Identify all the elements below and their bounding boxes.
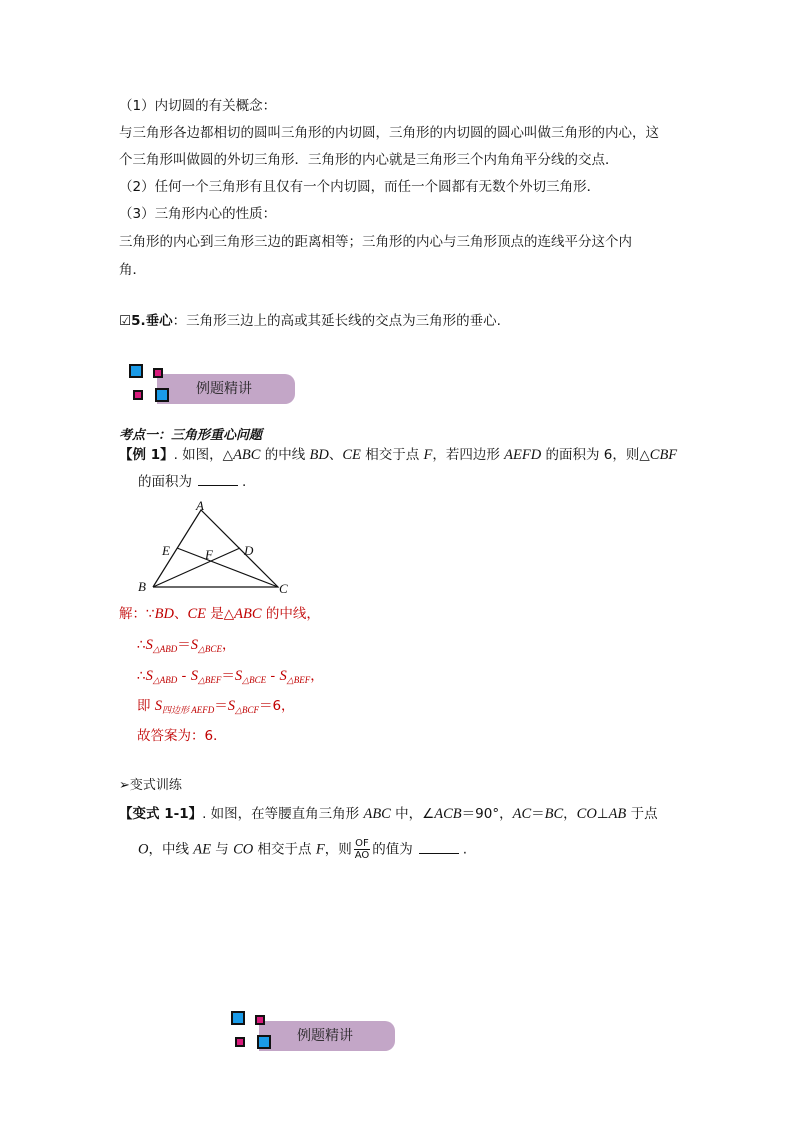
variant-text: 相交于点 <box>253 841 316 858</box>
example1-math: BD <box>309 447 329 463</box>
solution-subscript: △ABD <box>152 644 178 654</box>
solution-text: ， <box>310 668 324 684</box>
checkbox-icon: ☑ <box>119 313 132 329</box>
logo-square-icon <box>133 390 143 400</box>
variant-math: F <box>315 841 325 858</box>
example1-math: F <box>423 447 433 463</box>
example1-math: CBF <box>649 447 678 463</box>
solution-text: 是△ <box>205 606 235 622</box>
example1-math: CE <box>342 447 361 463</box>
concept-line-7: 角． <box>119 262 146 278</box>
fraction-numerator: OF <box>355 838 369 849</box>
variant-math: ACB <box>434 806 462 822</box>
solution-math: S <box>145 637 153 653</box>
vertex-label-b: B <box>138 579 146 594</box>
solution-math: S <box>145 668 153 684</box>
point-label-f: F <box>205 547 213 562</box>
example1-text: 的面积为 <box>138 474 192 490</box>
example1-text: 相交于点 <box>360 447 424 463</box>
solution-text: ∴ <box>137 668 146 684</box>
variant-text: . 如图，在等腰直角三角形 <box>202 806 364 822</box>
solution-line-4 <box>137 697 295 719</box>
example1-text: . 如图，△ <box>173 447 234 463</box>
solution-subscript: △BEF <box>286 675 311 685</box>
example1-text: ，若四边形 <box>432 447 505 463</box>
banner-label: 例题精讲 <box>297 1028 353 1044</box>
variant-line-2 <box>138 838 467 861</box>
solution-math: CE <box>187 606 206 622</box>
variant-line-1 <box>119 805 658 823</box>
concept-line-4: （2）任何一个三角形有且仅有一个内切圆，而任一个圆都有无数个外切三角形． <box>119 179 601 195</box>
example1-text: 的中线 <box>260 447 310 463</box>
variant-math: AB <box>608 806 627 822</box>
variant-text: 与 <box>211 841 234 858</box>
variant-text: ⊥ <box>596 806 609 822</box>
concept-line-6: 三角形的内心到三角形三边的距离相等；三角形的内心与三角形顶点的连线平分这个内 <box>119 234 632 250</box>
logo-square-icon <box>231 1011 245 1025</box>
variant-math: BC <box>544 806 564 822</box>
example1-math: AEFD <box>504 447 542 463</box>
example1-text: 的面积为 6，则△ <box>541 447 650 463</box>
variant-text: 中，∠ <box>390 806 435 822</box>
solution-subscript: △BEF <box>197 675 222 685</box>
variant-math: AE <box>193 841 211 858</box>
logo-square-icon <box>155 388 169 402</box>
variant-math: CO <box>233 841 254 858</box>
logo-square-icon <box>257 1035 271 1049</box>
vertex-label-c: C <box>279 581 288 596</box>
variant-math: CO <box>576 806 597 822</box>
solution-math: S <box>154 698 163 714</box>
solution-text: ＝ <box>214 698 228 714</box>
variant-text: ，中线 <box>148 841 194 858</box>
example1-math: ABC <box>233 447 261 463</box>
concept-line-3: 个三角形叫做圆的外切三角形．三角形的内心就是三角形三个内角角平分线的交点． <box>119 152 619 168</box>
variant-math: AC <box>512 806 532 822</box>
fraction-denominator: AO <box>354 850 370 861</box>
example1-line-2 <box>138 473 246 491</box>
variant-text: 的值为 <box>372 841 413 858</box>
banner-label: 例题精讲 <box>196 381 252 397</box>
example1-tag: 【例 1】 <box>119 447 174 463</box>
triangle-figure <box>130 496 300 598</box>
example-banner-bottom <box>229 1009 399 1059</box>
answer-blank <box>419 841 459 854</box>
point-label-d: D <box>244 543 254 558</box>
solution-line-5: 故答案为：6． <box>137 728 227 744</box>
example1-text: . <box>242 474 247 490</box>
variant-text: ，则 <box>324 841 352 858</box>
concept-line-1: （1）内切圆的有关概念： <box>119 98 277 114</box>
solution-subscript: △BCE <box>242 675 267 685</box>
variant-header: ➢变式训练 <box>119 778 182 793</box>
solution-text: - <box>266 668 280 684</box>
solution-text: 即 <box>137 698 155 714</box>
solution-text: ＝ <box>221 668 235 684</box>
solution-math: S <box>190 637 199 653</box>
variant-tag: 【变式 1-1】 <box>119 806 203 822</box>
logo-square-icon <box>255 1015 265 1025</box>
solution-text: ， <box>221 637 236 653</box>
solution-math: S <box>190 668 198 684</box>
solution-line-1 <box>119 605 320 623</box>
variant-math: ABC <box>363 806 391 822</box>
concept-line-5: （3）三角形内心的性质： <box>119 206 277 222</box>
concept-line-2: 与三角形各边都相切的圆叫三角形的内切圆，三角形的内切圆的圆心叫做三角形的内心，这 <box>119 125 659 141</box>
vertex-label-a: A <box>196 498 204 513</box>
example1-text: 、 <box>328 447 343 463</box>
logo-square-icon <box>129 364 143 378</box>
solution-text: 、 <box>173 606 188 622</box>
solution-text: - <box>177 668 191 684</box>
solution-math: S <box>227 698 236 714</box>
solution-text: ∴ <box>137 637 146 653</box>
solution-text: 的中线， <box>261 606 320 622</box>
solution-line-3 <box>137 667 324 689</box>
variant-text: . <box>462 841 468 858</box>
logo-square-icon <box>153 368 163 378</box>
variant-text: ＝90°， <box>461 806 513 822</box>
example-banner-top <box>127 362 297 412</box>
example1-line-1 <box>119 446 677 464</box>
logo-square-icon <box>235 1037 245 1047</box>
variant-text: ， <box>563 806 577 822</box>
solution-subscript: △BCE <box>198 644 222 654</box>
solution-text: 解：∵ <box>119 606 155 622</box>
point-label-e: E <box>162 543 170 558</box>
variant-text: ＝ <box>531 806 545 822</box>
solution-subscript: 四边形 AEFD <box>162 705 215 715</box>
solution-math: BD <box>154 606 174 622</box>
solution-line-2 <box>137 636 235 658</box>
solution-subscript: △BCF <box>235 705 259 715</box>
solution-text: ＝6， <box>258 698 295 714</box>
solution-math: S <box>234 668 243 684</box>
orthocenter-text: ：三角形三边上的高或其延长线的交点为三角形的垂心. <box>172 313 501 329</box>
fraction-of-ao <box>354 838 371 861</box>
orthocenter-line <box>119 312 501 330</box>
variant-text: 于点 <box>626 806 658 822</box>
solution-math: ABC <box>234 606 262 622</box>
triangle-abc <box>153 510 278 587</box>
solution-text: ＝ <box>177 637 191 653</box>
variant-math: O <box>138 841 149 858</box>
orthocenter-label: 5.垂心 <box>131 313 173 329</box>
answer-blank <box>198 473 238 486</box>
solution-subscript: △ABD <box>152 675 178 685</box>
solution-math: S <box>279 668 287 684</box>
section-title: 考点一：三角形重心问题 <box>119 428 263 443</box>
